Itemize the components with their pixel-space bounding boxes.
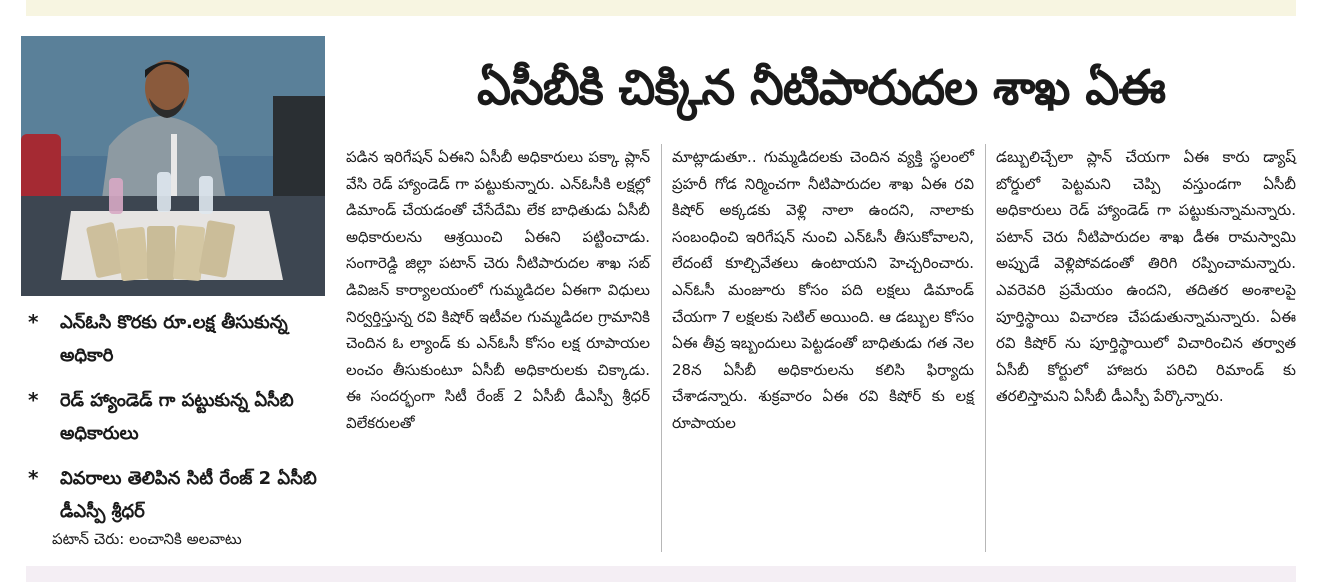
highlight-text: వివరాలు తెలిపిన సిటీ రేంజ్ 2 ఏసీబి డీఎస్పీ శ్రీధర్ [60, 468, 317, 522]
article-text: మాట్లాడుతూ.. గుమ్మడిదలకు చెందిన వ్యక్తి స్థలంలో ప్రహరీ గోడ నిర్మించగా నీటిపారుదల శాఖ ఏఈ రవి కిషోర్ అక్కడకు వెళ్లి నాలా ఉందని, నాలాకు సంబంధించి ఇరిగేషన్ నుంచి ఎన్ఓసీ తీసుకోవాలని, లేదంటే కూల్చివేతలు ఉంటాయని హెచ్చరించారు. ఎన్ఓసీ మంజూరు కోసం పది లక్షలు డిమాండ్ చేయగా 7 లక్షలకు సెటిల్ అయింది. ఆ డబ్బుల కోసం ఏఈ తీవ్ర ఇబ్బందులు పెట్టడంతో బాధితుడు గత నెల 28న ఏసీబీ అధికారులను కలిసి ఫిర్యాదు చేశాడన్నారు. శుక్రవారం ఏఈ రవి కిషోర్ కు లక్ష రూపాయల [672, 148, 974, 432]
highlight-text: ఎన్ఓసి కొరకు రూ.లక్ష తీసుకున్న అధికారి [60, 312, 288, 366]
highlight-text: రెడ్ హ్యాండెడ్ గా పట్టుకున్న ఏసీబి అధికారులు [60, 390, 294, 444]
article-column-1 [346, 144, 650, 558]
bullet-star-icon: * [28, 310, 39, 334]
highlight-item [28, 384, 328, 450]
column-divider [985, 144, 986, 552]
dateline: పటాన్ చెరు: లంచానికి అలవాటు [52, 530, 242, 548]
highlight-item [28, 306, 328, 372]
headline: ఏసీబీకి చిక్కిన నీటిపారుదల శాఖ ఏఈ [476, 60, 1166, 116]
column-divider [661, 144, 662, 552]
article-text: పడిన ఇరిగేషన్ ఏఈని ఏసీబీ అధికారులు పక్కా ప్లాన్ వేసి రెడ్ హ్యాండెడ్ గా పట్టుకున్నారు. ఎన్ఓసీకి లక్షల్లో డిమాండ్ చేయడంతో చేసేదేమి లేక బాధితుడు ఏసీబీ అధికారులను ఆశ్రయించి ఏఈని పట్టించాడు. సంగారెడ్డి జిల్లా పటాన్ చెరు నీటిపారుదల శాఖ సబ్ డివిజన్ కార్యాలయంలో గుమ్మడిదల ఏఈగా విధులు నిర్వర్తిస్తున్న రవి కిషోర్ ఇటీవల గుమ్మడిదల గ్రామానికి చెందిన ఓ ల్యాండ్ కు ఎన్ఓసీ కోసం లక్ష రూపాయల లంచం తీసుకుంటూ ఏసీబీ అధికారులకు చిక్కాడు. ఈ సందర్భంగా సిటీ రేంజ్ 2 ఏసీబీ డీఎస్పీ శ్రీధర్ విలేకరులతో [346, 148, 650, 432]
bottom-color-band [26, 566, 1296, 582]
article-text: డబ్బులిచ్చేలా ప్లాన్ చేయగా ఏఈ కారు డ్యాష్ బోర్డులో పెట్టమని చెప్పి వస్తుండగా ఏసీబీ అధికారులు రెడ్ హ్యాండెడ్ గా పట్టుకున్నామన్నారు. పటాన్ చెరు నీటిపారుదల శాఖ డీఈ రామస్వామి అప్పుడే వెళ్లిపోవడంతో తిరిగి రప్పించామన్నారు. ఎవరెవరి ప్రమేయం ఉందని, తదితర అంశాలపై పూర్తిస్థాయి విచారణ చేపడుతున్నామన్నారు. ఏఈ రవి కిషోర్ ను పూర్తిస్థాయిలో విచారించిన తర్వాత ఏసీబీ కోర్టులో హాజరు పరిచి రిమాండ్ కు తరలిస్తామని ఏసీబీ డీఎస్పీ పేర్కొన్నారు. [996, 148, 1296, 406]
highlight-item [28, 462, 328, 528]
article-column-2 [672, 144, 974, 558]
article-column-3 [996, 144, 1296, 558]
bullet-star-icon: * [28, 466, 39, 490]
bullet-star-icon: * [28, 388, 39, 412]
news-photo [21, 36, 325, 296]
top-color-band [26, 0, 1296, 16]
highlights-list [28, 306, 328, 540]
